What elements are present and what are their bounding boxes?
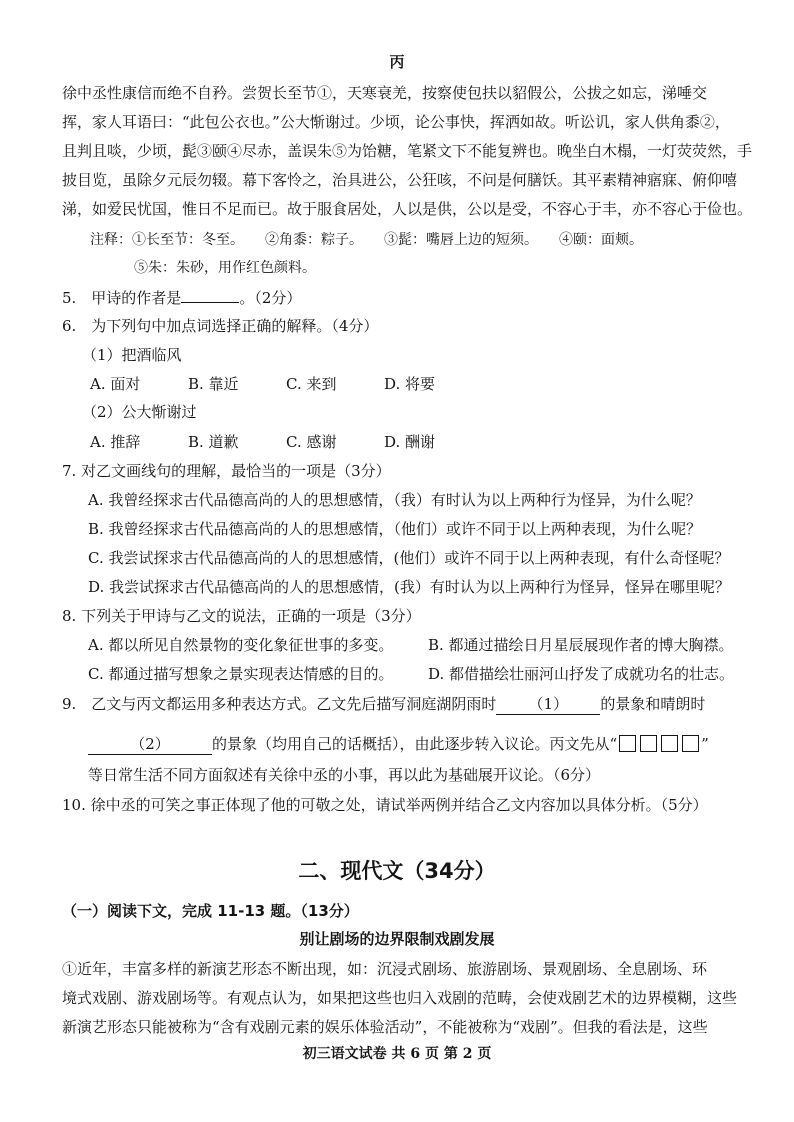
question-5 bbox=[62, 287, 301, 308]
char-box[interactable] bbox=[661, 735, 678, 752]
answer-blank-1[interactable]: （1） bbox=[496, 694, 600, 715]
option[interactable]: C. 感谢 bbox=[286, 433, 337, 451]
section-heading: 二、现代文（34分） bbox=[298, 859, 496, 883]
notes-line: 注释：①长至节：冬至。 ②角黍：粽子。 ③髭：嘴唇上边的短须。 ④颐：面颊。 bbox=[90, 232, 643, 248]
page-footer: 初三语文试卷 共 6 页 第 2 页 bbox=[302, 1046, 492, 1062]
article-line: 境式戏剧、游戏剧场等。有观点认为，如果把这些也归入戏剧的范畴，会使戏剧艺术的边界模糊，这些 bbox=[62, 989, 738, 1007]
question-10: 10. 徐中丞的可笑之事正体现了他的可敬之处，请试举两例并结合乙文内容加以具体分析。（5分） bbox=[62, 796, 708, 814]
question-6-sub2: （2）公大惭谢过 bbox=[82, 403, 197, 421]
passage-line: 徐中丞性康信而绝不自矜。尝贺长至节①，天寒衰羌，按察使包扶以貂假公，公拔之如忘，涕唾交 bbox=[62, 84, 708, 102]
question-6-sub2-options bbox=[90, 432, 435, 452]
article-line: 新演艺形态只能被称为“含有戏剧元素的娱乐体验活动”，不能被称为“戏剧”。但我的看法是，这些 bbox=[62, 1018, 708, 1036]
option[interactable]: B. 都通过描绘日月星辰展现作者的博大胸襟。 bbox=[428, 636, 734, 654]
option[interactable]: C. 都通过描写想象之景实现表达情感的目的。 bbox=[88, 665, 394, 683]
section-bing-title: 丙 bbox=[389, 53, 405, 71]
question-5-points: 。（2分） bbox=[239, 289, 302, 307]
option[interactable]: D. 将要 bbox=[384, 375, 436, 393]
sub-section-heading: （一）阅读下文，完成 11-13 题。（13分） bbox=[62, 902, 359, 920]
question-9-line3: 等日常生活不同方面叙述有关徐中丞的小事，再以此为基础展开议论。（6分） bbox=[88, 766, 601, 784]
four-char-boxes[interactable] bbox=[617, 735, 701, 757]
option[interactable]: D. 我尝试探求古代品德高尚的人的思想感情，(我）有时认为以上两种行为怪异，怪异在哪里呢？ bbox=[88, 578, 730, 596]
question-9-line1 bbox=[62, 694, 705, 715]
option[interactable]: D. 酬谢 bbox=[384, 433, 436, 451]
article-title: 别让剧场的边界限制戏剧发展 bbox=[299, 930, 495, 948]
question-5-text: 5. 甲诗的作者是 bbox=[62, 289, 182, 307]
option[interactable]: A. 面对 bbox=[90, 375, 141, 393]
option[interactable]: C. 我尝试探求古代品德高尚的人的思想感情，(他们）或许不同于以上两种表现，有什么奇怪呢？ bbox=[88, 549, 730, 567]
option[interactable]: C. 来到 bbox=[286, 375, 337, 393]
question-6: 6. 为下列句中加点词选择正确的解释。（4分） bbox=[62, 317, 379, 335]
option[interactable]: B. 靠近 bbox=[188, 375, 239, 393]
passage-line: 且判且啖，少顷，髭③颐④尽赤，盖误朱⑤为饴糖，笔紧文下不能复辨也。晚坐白木榻，一灯荧荧然，手 bbox=[62, 142, 753, 160]
question-9-line2 bbox=[88, 734, 709, 757]
question-7: 7. 对乙文画线句的理解，最恰当的一项是（3分） bbox=[62, 462, 391, 480]
passage-line: 披目览，虽除夕元辰勿辍。幕下客怜之，治具进公，公狂咳，不问是何膳饫。其平素精神寤寐、俯仰嘻 bbox=[62, 171, 738, 189]
answer-blank[interactable] bbox=[181, 287, 239, 303]
option[interactable]: A. 都以所见自然景物的变化象征世事的多变。 bbox=[88, 636, 394, 654]
question-9-text: 9. 乙文与丙文都运用多种表达方式。乙文先后描写洞庭湖阴雨时 bbox=[62, 695, 497, 713]
question-9-text: 的景象（均用自己的话概括），由此逐步转入议论。丙文先从“ bbox=[212, 735, 618, 753]
option[interactable]: A. 我曾经探求古代品德高尚的人的思想感情，（我）有时认为以上两种行为怪异，为什么呢？ bbox=[88, 491, 701, 509]
passage-line: 挥，家人耳语曰：“此包公衣也。”公大惭谢过。少顷，论公事快，挥洒如故。听讼讥，家人供角黍②， bbox=[62, 113, 730, 131]
char-box[interactable] bbox=[640, 735, 657, 752]
char-box[interactable] bbox=[682, 735, 699, 752]
option[interactable]: A. 推辞 bbox=[90, 433, 141, 451]
question-9-text: 的景象和晴朗时 bbox=[600, 695, 706, 713]
question-6-sub1-options bbox=[90, 374, 435, 394]
article-line: ①近年，丰富多样的新演艺形态不断出现，如：沉浸式剧场、旅游剧场、景观剧场、全息剧场、环 bbox=[62, 960, 708, 978]
question-8: 8. 下列关于甲诗与乙文的说法，正确的一项是（3分） bbox=[62, 607, 421, 625]
passage-line: 涕，如爱民忧国，惟日不足而已。故于服食居处，人以是供，公以是受，不容心于丰，亦不容心于俭也。 bbox=[62, 200, 753, 218]
option[interactable]: D. 都借描绘壮丽河山抒发了成就功名的壮志。 bbox=[428, 665, 735, 683]
char-box[interactable] bbox=[619, 735, 636, 752]
notes-line: ⑤朱：朱砂，用作红色颜料。 bbox=[134, 260, 316, 276]
answer-blank-2[interactable]: （2） bbox=[88, 734, 212, 755]
option[interactable]: B. 道歉 bbox=[188, 433, 239, 451]
question-9-text: ” bbox=[701, 735, 709, 753]
option[interactable]: B. 我曾经探求古代品德高尚的人的思想感情，（他们）或许不同于以上两种表现，为什么呢？ bbox=[88, 520, 702, 538]
question-6-sub1: （1）把酒临风 bbox=[82, 346, 182, 364]
